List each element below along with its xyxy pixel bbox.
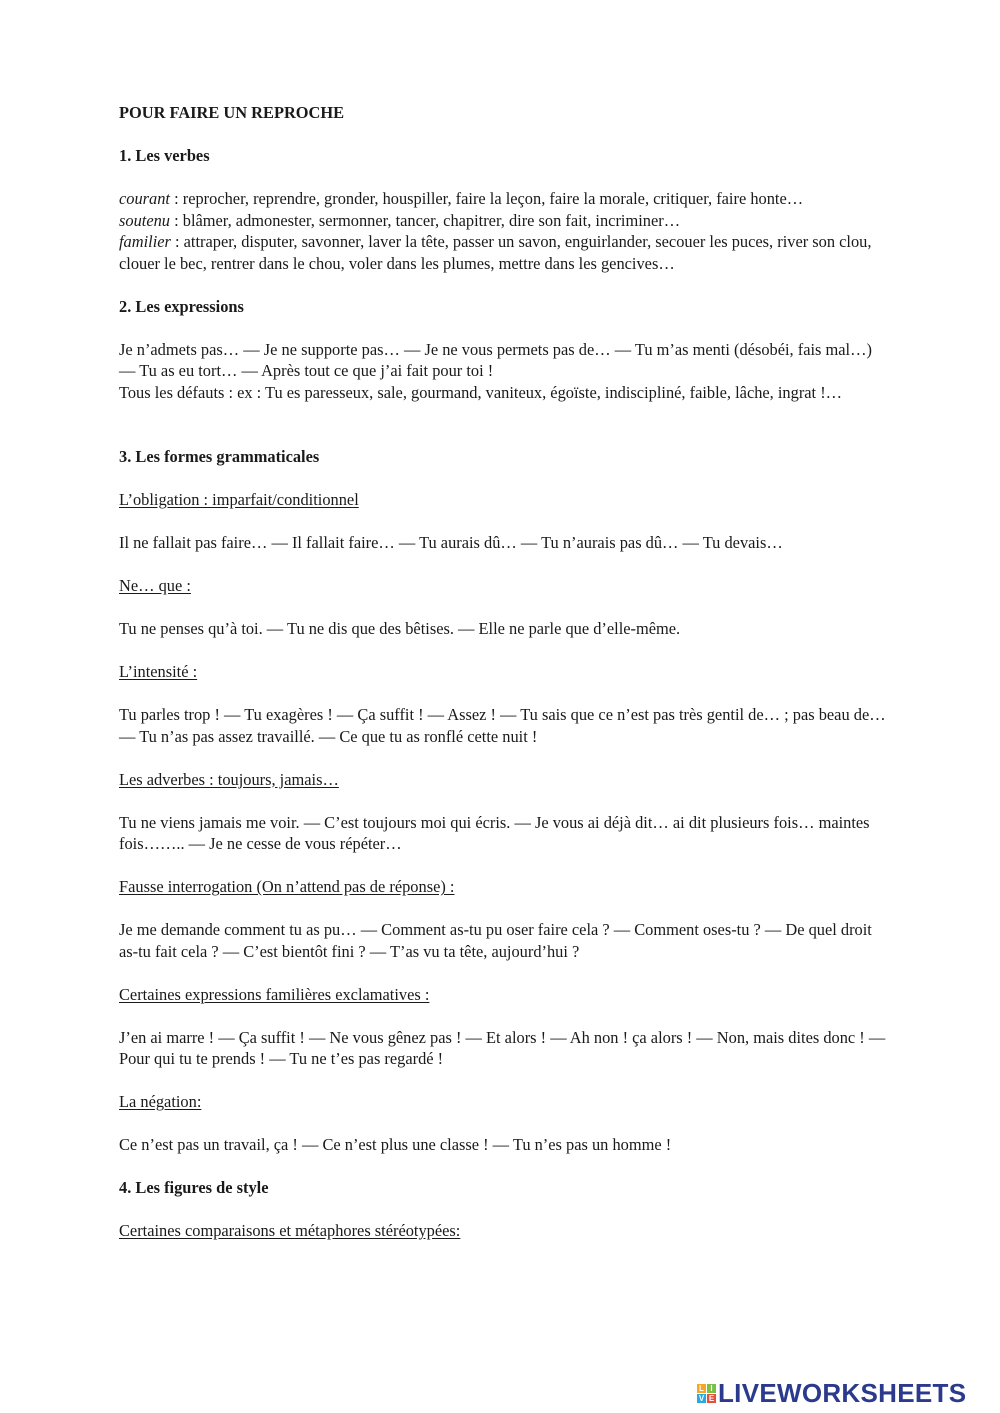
register-text: : attraper, disputer, savonner, laver la tête, passer un savon, enguirlander, secouer les puces, river son clou, clouer le bec, rentrer dans le chou, voler dans les plumes, mettre dans les gencives… <box>119 232 872 273</box>
exclamatives-examples: J’en ai marre ! — Ça suffit ! — Ne vous gênez pas ! — Et alors ! — Ah non ! ça alors ! — Non, mais dites donc ! — Pour qui tu te prends ! — Tu ne t’es pas regardé ! <box>119 1027 886 1068</box>
verbes-list <box>119 188 889 274</box>
register-label: familier <box>119 232 171 251</box>
subheading-adverbes: Les adverbes : toujours, jamais… <box>119 769 339 789</box>
logo-mark-cell: E <box>708 1393 715 1403</box>
logo-mark-cell: L <box>697 1384 706 1393</box>
subheading-obligation: L’obligation : imparfait/conditionnel <box>119 490 359 509</box>
subheading-negation: La négation: <box>119 1092 202 1111</box>
register-label: courant <box>119 189 170 208</box>
verbes-familier <box>119 231 889 274</box>
expressions-line: Tous les défauts : ex : Tu es paresseux, sale, gourmand, vaniteux, égoïste, indiscipliné, faible, lâche, ingrat !… <box>119 382 843 402</box>
section-heading-verbes: 1. Les verbes <box>119 146 210 165</box>
subheading-intensite: L’intensité : <box>119 662 198 681</box>
section-heading-expressions: 2. Les expressions <box>119 296 244 316</box>
obligation-examples: Il ne fallait pas faire… — Il fallait faire… — Tu aurais dû… — Tu n’aurais pas dû… — Tu devais… <box>119 533 783 552</box>
expressions-line: Je n’admets pas… — Je ne supporte pas… — Je ne vous permets pas de… — Tu m’as menti (désobéi, fais mal…) — Tu as eu tort… — Après tout ce que j’ai fait pour toi ! <box>119 339 872 380</box>
section-heading-formes: 3. Les formes grammaticales <box>119 447 320 466</box>
subheading-ne-que: Ne… que : <box>119 576 191 595</box>
negation-examples: Ce n’est pas un travail, ça ! — Ce n’est plus une classe ! — Tu n’es pas un homme ! <box>119 1135 672 1154</box>
subheading-interrogation: Fausse interrogation (On n’attend pas de réponse) : <box>119 877 455 896</box>
register-text: : blâmer, admonester, sermonner, tancer, chapitrer, dire son fait, incriminer… <box>170 210 681 230</box>
ne-que-examples: Tu ne penses qu’à toi. — Tu ne dis que des bêtises. — Elle ne parle que d’elle-même. <box>119 619 681 638</box>
expressions-text <box>119 339 889 404</box>
logo-text: LIVEWORKSHEETS <box>718 1378 967 1408</box>
register-text: : reprocher, reprendre, gronder, houspiller, faire la leçon, faire la morale, critiquer, faire honte… <box>170 189 804 208</box>
adverbes-examples: Tu ne viens jamais me voir. — C’est toujours moi qui écris. — Je vous ai déjà dit… ai dit plusieurs fois… maintes fois…….. — Je ne cesse de vous répéter… <box>119 812 870 853</box>
section-heading-figures: 4. Les figures de style <box>119 1178 269 1197</box>
worksheet-page <box>119 102 889 1263</box>
verbes-soutenu <box>119 210 889 232</box>
logo-mark-cell: I <box>707 1384 716 1393</box>
interrogation-examples: Je me demande comment tu as pu… — Comment as-tu pu oser faire cela ? — Comment oses-tu ? — De quel droit as-tu fait cela ? — C’est bientôt fini ? — T’as vu ta tête, aujourd’hui ? <box>119 920 872 961</box>
subheading-exclamatives: Certaines expressions familières exclamatives : <box>119 984 430 1004</box>
intensite-examples: Tu parles trop ! — Tu exagères ! — Ça suffit ! — Assez ! — Tu sais que ce n’est pas très gentil de… ; pas beau de… — Tu n’as pas assez travaillé. — Ce que tu as ronflé cette nuit ! <box>119 705 886 746</box>
register-label: soutenu <box>119 210 170 230</box>
verbes-courant <box>119 188 889 210</box>
subheading-comparaisons: Certaines comparaisons et métaphores stéréotypées: <box>119 1221 461 1240</box>
logo-mark-icon <box>697 1384 716 1403</box>
liveworksheets-logo[interactable] <box>697 1378 966 1408</box>
logo-mark-cell: V <box>698 1393 705 1403</box>
page-title: POUR FAIRE UN REPROCHE <box>119 103 345 122</box>
